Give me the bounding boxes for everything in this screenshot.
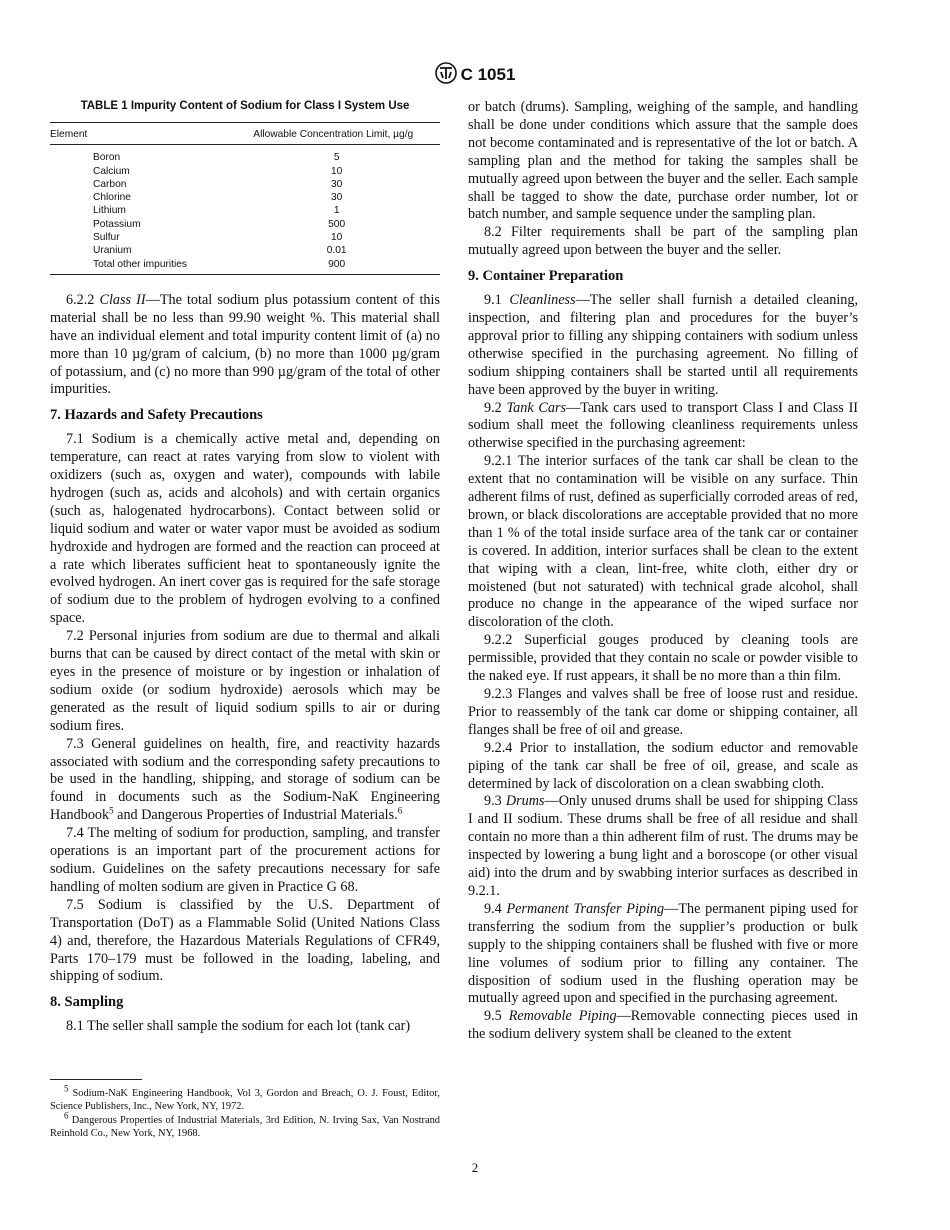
paragraph-9-2: 9.2 Tank Cars—Tank cars used to transport Class I and Class II sodium shall meet the following cleanliness requirements unless otherwise specified in the purchasing agreement: — [468, 399, 859, 452]
table-row — [50, 231, 440, 244]
paragraph-7-4: 7.4 The melting of sodium for production, sampling, and transfer operations is an important part of the procurement actions for sodium. Guidelines on the safety precautions necessary for safe handling of molten sodium are given in Practice G 68. — [50, 825, 440, 895]
left-column — [50, 96, 440, 1036]
limit-cell: 900 — [233, 258, 440, 275]
section-heading-9: 9. Container Preparation — [468, 268, 624, 285]
table-row — [50, 258, 440, 275]
paragraph-8-2: 8.2 Filter requirements shall be part of the sampling plan mutually agreed upon between the buyer and the seller. — [468, 224, 858, 259]
paragraph-7-1: 7.1 Sodium is a chemically active metal and, depending on temperature, can react at rates varying from slow to violent with oxidizers (such as, oxygen and water), compounds with labile hydrogen (such as, acids and alcohols) and with certain organics (such as, halogenated hydrocarbons). Contact between solid or liquid sodium and water or water vapor must be avoided as sodium hydroxide and hydrogen are formed and the reaction can proceed at a rate which liberates sufficient heat to spontaneously ignite the evolved hydrogen. An inert cover gas is required for the safe storage of sodium due to the problem of hydrogen evolving to a confined space. — [50, 431, 440, 627]
table-row — [50, 145, 440, 165]
right-column — [468, 99, 858, 1044]
paragraph-6-2-2: 6.2.2 Class II—The total sodium plus potassium content of this material shall be no less than 99.90 weight %. This material shall have an individual element and total impurity content limit of (a) no more than 10 µg/gram of calcium, (b) no more than 1000 µg/gram of potassium, and (c) no more than 990 µg/gram of the total of other impurities. — [50, 291, 440, 398]
limit-cell: 500 — [328, 218, 346, 230]
element-cell: Boron — [93, 152, 121, 164]
table-row — [50, 178, 440, 191]
page-number: 2 — [471, 1160, 479, 1175]
limit-cell: 0.01 — [326, 245, 347, 257]
table-row — [50, 204, 440, 217]
paragraph-7-3: 7.3 General guidelines on health, fire, and reactivity hazards associated with sodium and the corresponding safety precautions to be used in the handling, shipping, and storage of sodium can be found in documents such as the Sodium-NaK Engineering Handbook$^5$ and Dangerous Properties of Industrial Materials.$^6$ — [50, 735, 440, 824]
footnote-divider — [50, 1079, 142, 1080]
paragraph-9-2-3: 9.2.3 Flanges and valves shall be free of loose rust and residue. Prior to reassembly of the tank car dome or shipping container, all flanges shall be free of oil and grease. — [468, 686, 858, 738]
table-row — [50, 244, 440, 257]
element-cell: Chlorine — [93, 192, 131, 204]
paragraph-9-5: 9.5 Removable Piping—Removable connecting pieces used in the sodium delivery system shall be cleaned to the extent — [468, 1008, 859, 1043]
document-designation: C 1051 — [460, 65, 516, 84]
element-cell: Uranium — [93, 245, 132, 257]
paragraph-9-2-1: 9.2.1 The interior surfaces of the tank car shall be clean to the extent that no contamination will be visible on any surface. Thin adherent films of rust, defined as superficially corroded areas of red, brown, or black discolorations are acceptable provided that no more than 1 % of the total inside surface area of the tank car or container is covered. In addition, interior surfaces shall be clean to the extent that wiping with a clean, lint-free, white cloth, either dry or moistened (but not saturated) with technical grade alcohol, shall produce no change in the appearance of the wiped surface nor discoloration of the cloth. — [468, 453, 858, 631]
paragraph-9-2-2: 9.2.2 Superficial gouges produced by cleaning tools are permissible, provided that they contain no scale or powder visible to the naked eye. If rust appears, it shall be no more than a thin film. — [468, 632, 858, 685]
limit-cell: 30 — [330, 192, 343, 204]
paragraph-7-2: 7.2 Personal injuries from sodium are due to thermal and alkali burns that can be caused by direct contact of the metal with skin or eyes in the presence of moisture or by ingestion or inhalation of sodium oxide (or sodium hydroxide) aerosols which may be generated as the result of liquid sodium spills to air or during sodium fires. — [50, 628, 440, 734]
paragraph-7-5: 7.5 Sodium is classified by the U.S. Department of Transportation (DoT) as a Flammable Solid (United Nations Class 4) and, therefore, the Hazardous Materials Regulations of CFR49, Parts 170–179 must be followed in the loading, labeling, and shipping of sodium. — [50, 896, 440, 985]
page-header — [0, 62, 950, 85]
limit-cell: 10 — [330, 231, 343, 243]
paragraph-9-2-4: 9.2.4 Prior to installation, the sodium eductor and removable piping of the tank car shall be free of oil, grease, and scale as determined by lack of discoloration on a clean swabbing cloth. — [468, 739, 858, 792]
paragraph-9-3: 9.3 Drums—Only unused drums shall be used for shipping Class I and II sodium. These drums shall be free of all residue and shall contain no more than a thin adherent film of rust. The drums may be inspected by lowering a bung light and a boroscope (or other visual aid) into the drum and by swabbing interior surfaces as described in 9.2.1. — [468, 793, 859, 899]
table-row — [50, 191, 440, 204]
element-cell: Lithium — [93, 205, 126, 217]
element-cell: Total other impurities — [50, 258, 233, 275]
impurity-table — [50, 122, 440, 275]
section-heading-7: 7. Hazards and Safety Precautions — [50, 407, 263, 424]
element-cell: Calcium — [93, 165, 130, 177]
limit-cell: 10 — [330, 165, 343, 177]
paragraph-9-1: 9.1 Cleanliness—The seller shall furnish a detailed cleaning, inspection, and filtering plan and procedures for the buyer’s approval prior to filling any shipping containers with sodium unless otherwise specified in the purchasing agreement. No filling of sodium shipping containers shall be started until all requirements have been approved by the buyer in writing. — [468, 292, 859, 398]
column-header-limit: Allowable Concentration Limit, µg/g — [233, 122, 440, 144]
paragraph-9-4: 9.4 Permanent Transfer Piping—The permanent piping used for transferring the sodium from the supplier’s production or bulk supply to the shipping containers shall be flushed with five or more line volumes of sodium prior to filling any container. The disposition of sodium used in the flushing operation may be mutually agreed upon and specified in the purchasing agreement. — [468, 900, 858, 1007]
table-row — [50, 165, 440, 178]
footnote-ref-5[interactable]: 5 — [109, 805, 114, 816]
element-cell: Potassium — [93, 218, 141, 230]
paragraph-8-1: 8.1 The seller shall sample the sodium for each lot (tank car) — [66, 1018, 411, 1035]
footnote-5: $^5$ Sodium-NaK Engineering Handbook, Vol 3, Gordon and Breach, O. J. Foust, Editor, Science Publishers, Inc., New York, NY, 1972. — [50, 1083, 440, 1112]
limit-cell: 30 — [330, 178, 343, 190]
column-header-element: Element — [50, 122, 233, 144]
element-cell: Sulfur — [93, 231, 120, 243]
table-title: TABLE 1 Impurity Content of Sodium for Class I System Use — [80, 100, 410, 112]
footnote-6: $^6$ Dangerous Properties of Industrial Materials, 3rd Edition, N. Irving Sax, Van Nostrand Reinhold Co., New York, NY, 1968. — [50, 1110, 440, 1139]
limit-cell: 5 — [333, 152, 340, 164]
table-1 — [50, 98, 440, 275]
section-heading-8: 8. Sampling — [50, 994, 124, 1011]
table-row — [50, 218, 440, 231]
footnote-ref-6[interactable]: 6 — [397, 805, 403, 816]
paragraph-8-1-continued: or batch (drums). Sampling, weighing of the sample, and handling shall be done under conditions which assure that the sample does not become contaminated and is representative of the lot or batch. A sampling plan and the method for taking the samples shall be mutually agreed upon between the buyer and the seller. Each sample shall be tagged to show the date, purchase order number, lot or batch number, and sample sequence under the sampling plan. — [468, 99, 858, 223]
table-body — [50, 145, 440, 275]
limit-cell: 1 — [333, 205, 340, 217]
footnotes — [50, 1083, 440, 1141]
astm-logo-icon — [435, 62, 457, 84]
element-cell: Carbon — [93, 178, 127, 190]
